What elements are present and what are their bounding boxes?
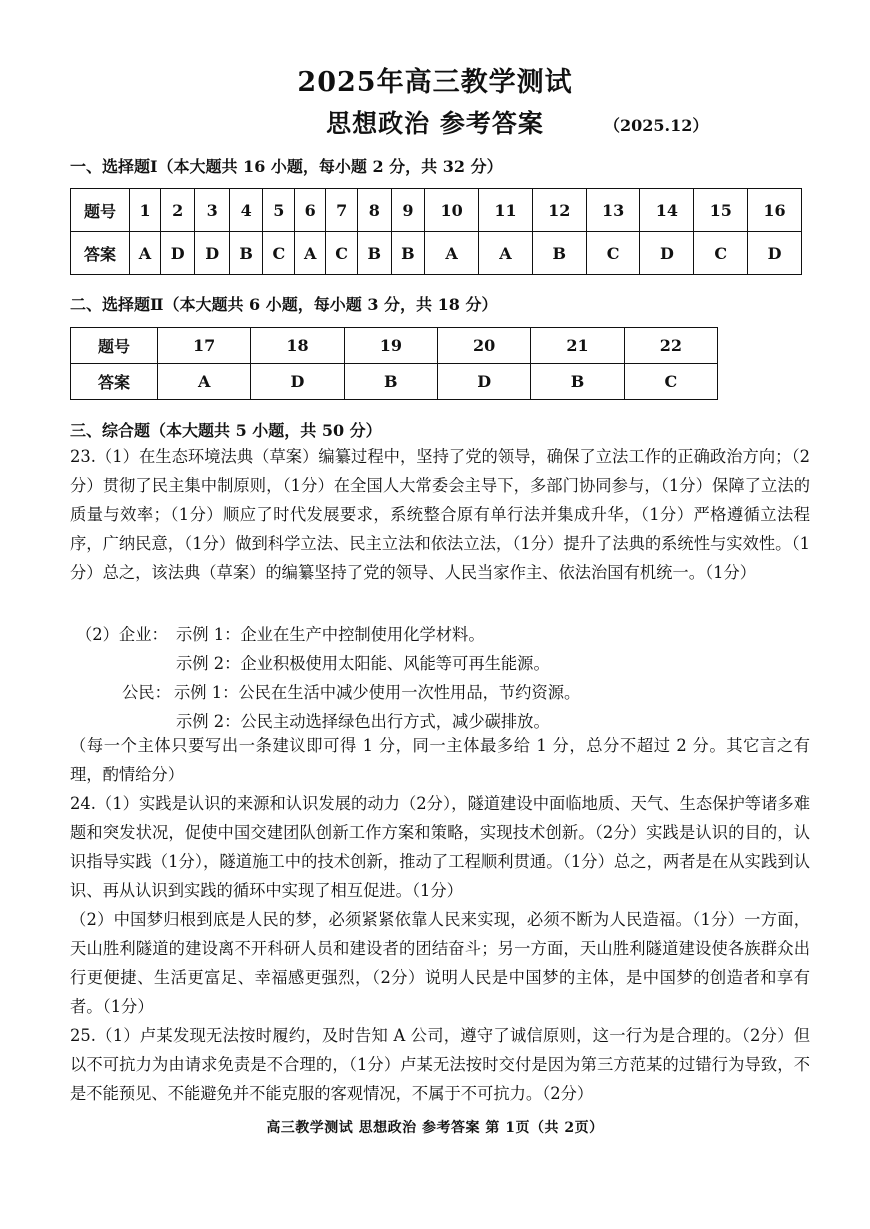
question-number: 9 bbox=[391, 189, 425, 232]
answer-cell: A bbox=[130, 232, 161, 275]
table-row-answers bbox=[71, 232, 802, 275]
answer-cell: D bbox=[748, 232, 802, 275]
section2-answer-table bbox=[70, 327, 718, 400]
page-title: 2025年高三教学测试 bbox=[297, 67, 573, 98]
answer-cell: D bbox=[640, 232, 694, 275]
question-number: 2 bbox=[161, 189, 195, 232]
answer-cell: C bbox=[326, 232, 358, 275]
question-number: 3 bbox=[195, 189, 229, 232]
question-number: 7 bbox=[326, 189, 358, 232]
question-number: 15 bbox=[694, 189, 748, 232]
question-number: 11 bbox=[479, 189, 533, 232]
question-number: 18 bbox=[251, 328, 344, 364]
answer-cell: B bbox=[229, 232, 263, 275]
question-number: 10 bbox=[425, 189, 479, 232]
section3-heading: 三、综合题（本大题共 5 小题，共 50 分） bbox=[70, 421, 382, 440]
page-subtitle: 思想政治 参考答案 bbox=[326, 109, 544, 138]
question-number: 17 bbox=[158, 328, 251, 364]
answer-cell: C bbox=[694, 232, 748, 275]
q24-part1-answer: 24.（1）实践是认识的来源和认识发展的动力（2分），隧道建设中面临地质、天气、生态保护等诸多难题和突发状况，促使中国交建团队创新工作方案和策略，实现技术创新。（2分）实践是认识的目的，认识指导实践（1分），隧道施工中的技术创新，推动了工程顺利贯通。（1分）总之，两者是在从实践到认识、再从认识到实践的循环中实现了相互促进。（1分） bbox=[70, 794, 810, 900]
answer-cell: B bbox=[391, 232, 425, 275]
answer-cell: C bbox=[624, 364, 717, 400]
row-label-answer: 答案 bbox=[71, 364, 158, 400]
section1-answer-table bbox=[70, 188, 802, 275]
answer-cell: B bbox=[358, 232, 392, 275]
section1-heading: 一、选择题Ⅰ（本大题共 16 小题，每小题 2 分，共 32 分） bbox=[70, 157, 503, 176]
q23-part2-citizen-label: 公民： bbox=[122, 683, 171, 702]
row-label-answer: 答案 bbox=[71, 232, 130, 275]
question-number: 19 bbox=[344, 328, 437, 364]
question-number: 8 bbox=[358, 189, 392, 232]
q25-part1-answer: 25.（1）卢某发现无法按时履约，及时告知 A 公司，遵守了诚信原则，这一行为是合理的。（2分）但以不可抗力为由请求免责是不合理的，（1分）卢某无法按时交付是因为第三方范某的过错行为导致，不是不能预见、不能避免并不能克服的客观情况，不属于不可抗力。（2分） bbox=[70, 1026, 810, 1103]
exam-date: （2025.12） bbox=[604, 116, 709, 135]
answer-cell: D bbox=[437, 364, 530, 400]
table-row-numbers bbox=[71, 328, 718, 364]
answer-cell: C bbox=[586, 232, 640, 275]
question-number: 6 bbox=[295, 189, 326, 232]
question-number: 1 bbox=[130, 189, 161, 232]
page-footer: 高三教学测试 思想政治 参考答案 第 1页（共 2页） bbox=[266, 1120, 604, 1136]
answer-cell: A bbox=[295, 232, 326, 275]
question-number: 22 bbox=[624, 328, 717, 364]
table-row-numbers bbox=[71, 189, 802, 232]
question-number: 5 bbox=[263, 189, 295, 232]
question-number: 12 bbox=[532, 189, 586, 232]
answer-cell: A bbox=[479, 232, 533, 275]
question-number: 21 bbox=[531, 328, 624, 364]
row-label-number: 题号 bbox=[71, 189, 130, 232]
q23-part2-enterprise-example-2: 示例 2：企业积极使用太阳能、风能等可再生能源。 bbox=[176, 654, 550, 673]
answer-cell: D bbox=[161, 232, 195, 275]
q24-part2-answer: （2）中国梦归根到底是人民的梦，必须紧紧依靠人民来实现，必须不断为人民造福。（1分）一方面，天山胜利隧道的建设离不开科研人员和建设者的团结奋斗；另一方面，天山胜利隧道建设使各族群众出行更便捷、生活更富足、幸福感更强烈，（2分）说明人民是中国梦的主体，是中国梦的创造者和享有者。（1分） bbox=[70, 910, 810, 1016]
answer-cell: C bbox=[263, 232, 295, 275]
question-number: 13 bbox=[586, 189, 640, 232]
row-label-number: 题号 bbox=[71, 328, 158, 364]
answer-cell: B bbox=[532, 232, 586, 275]
q23-part2-scoring-note: （每一个主体只要写出一条建议即可得 1 分，同一主体最多给 1 分，总分不超过 2 分。其它言之有理，酌情给分） bbox=[70, 736, 810, 784]
section2-heading: 二、选择题Ⅱ（本大题共 6 小题，每小题 3 分，共 18 分） bbox=[70, 295, 498, 314]
q23-part2-citizen-example-1: 示例 1：公民在生活中减少使用一次性用品，节约资源。 bbox=[174, 683, 581, 702]
answer-cell: D bbox=[195, 232, 229, 275]
answer-cell: B bbox=[531, 364, 624, 400]
q23-part2-enterprise-example-1: 示例 1：企业在生产中控制使用化学材料。 bbox=[176, 625, 485, 644]
q23-part1-answer: 23.（1）在生态环境法典（草案）编纂过程中，坚持了党的领导，确保了立法工作的正确政治方向；（2分）贯彻了民主集中制原则，（1分）在全国人大常委会主导下，多部门协同参与，（1分）保障了立法的质量与效率；（1分）顺应了时代发展要求，系统整合原有单行法并集成升华，（1分）严格遵循立法程序，广纳民意，（1分）做到科学立法、民主立法和依法立法，（1分）提升了法典的系统性与实效性。（1分）总之，该法典（草案）的编纂坚持了党的领导、人民当家作主、依法治国有机统一。（1分） bbox=[70, 447, 810, 582]
answer-cell: D bbox=[251, 364, 344, 400]
question-number: 14 bbox=[640, 189, 694, 232]
table-row-answers bbox=[71, 364, 718, 400]
q23-part2-citizen-example-2: 示例 2：公民主动选择绿色出行方式，减少碳排放。 bbox=[176, 712, 550, 731]
question-number: 4 bbox=[229, 189, 263, 232]
answer-cell: A bbox=[425, 232, 479, 275]
q23-part2-enterprise-label: （2）企业： bbox=[76, 625, 168, 644]
question-number: 20 bbox=[437, 328, 530, 364]
answer-cell: A bbox=[158, 364, 251, 400]
answer-cell: B bbox=[344, 364, 437, 400]
question-number: 16 bbox=[748, 189, 802, 232]
